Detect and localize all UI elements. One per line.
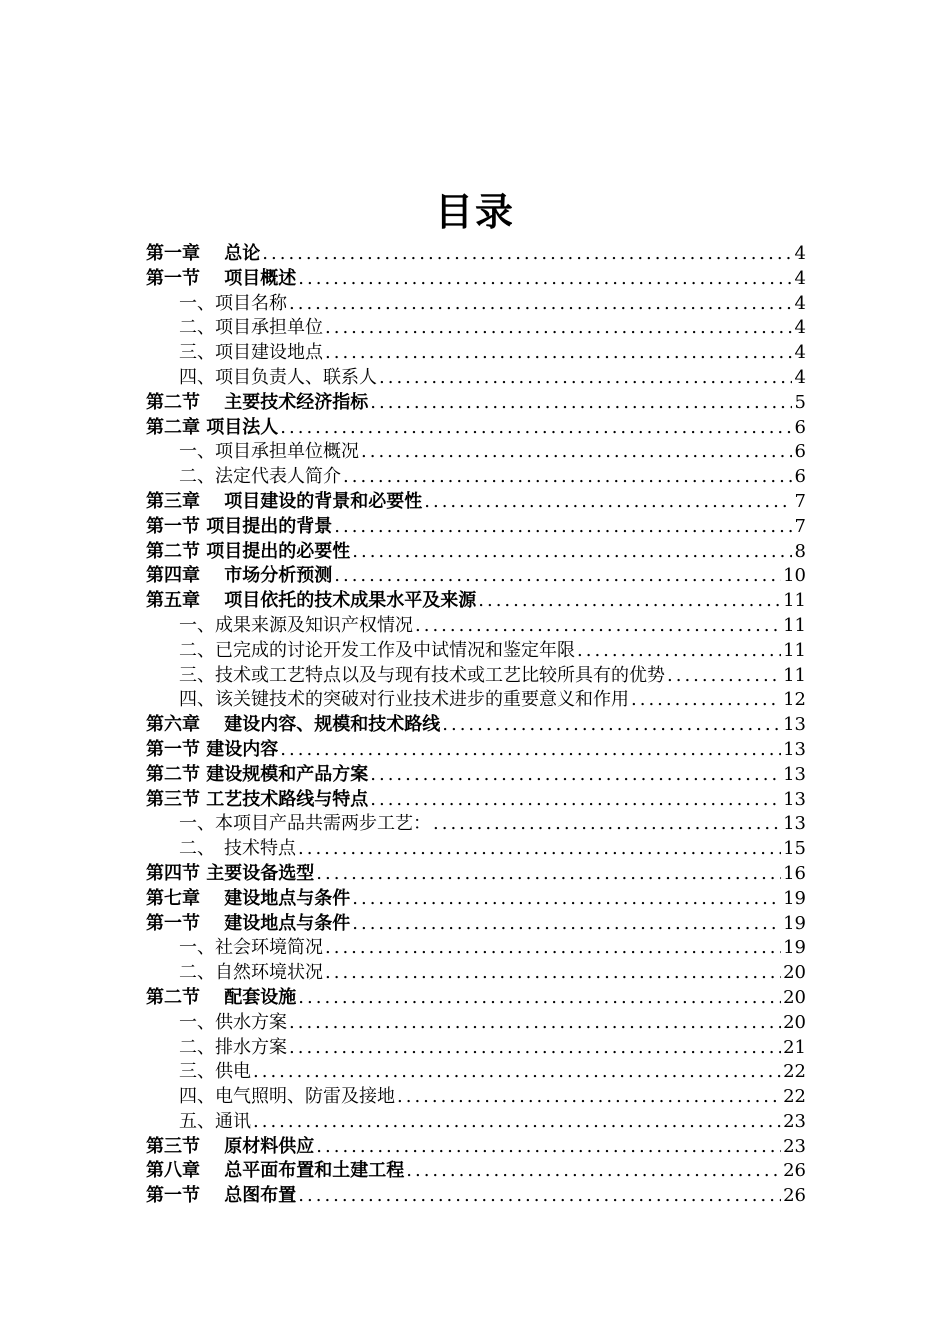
toc-heading-entry[interactable]: [146, 540, 806, 565]
toc-subentry[interactable]: [146, 440, 806, 465]
toc-entry-label: 三、项目建设地点: [179, 342, 323, 364]
toc-page-number: 4: [794, 292, 806, 314]
toc-entry-label: 三、技术或工艺特点以及与现有技术或工艺比较所具有的优势: [179, 664, 665, 686]
toc-page-number: 13: [783, 714, 806, 736]
toc-subentry[interactable]: [146, 664, 806, 689]
toc-page-number: 10: [783, 565, 806, 587]
toc-dot-leader: [325, 341, 792, 366]
toc-heading-entry[interactable]: [146, 738, 806, 763]
toc-page-number: 19: [783, 912, 806, 934]
toc-dot-leader: [352, 540, 792, 565]
toc-page-number: 4: [794, 243, 806, 264]
toc-page-number: 20: [783, 986, 806, 1008]
toc-entry-label: 一、成果来源及知识产权情况: [179, 614, 413, 636]
toc-entry-label: 第二节 主要技术经济指标: [146, 391, 369, 413]
toc-page-number: 20: [783, 1011, 806, 1033]
toc-dot-leader: [298, 837, 781, 862]
toc-heading-entry[interactable]: [146, 763, 806, 788]
toc-entry-label: 二、自然环境状况: [179, 962, 323, 984]
toc-dot-leader: [298, 986, 781, 1011]
toc-dot-leader: [379, 366, 792, 391]
toc-heading-entry[interactable]: [146, 912, 806, 937]
toc-entry-label: 五、通讯: [179, 1110, 251, 1132]
toc-entry-label: 四、该关键技术的突破对行业技术进步的重要意义和作用: [179, 689, 629, 711]
toc-entry-label: 第四节 主要设备选型: [146, 862, 315, 884]
toc-dot-leader: [316, 862, 781, 887]
toc-page-number: 7: [794, 490, 806, 512]
toc-entry-label: 三、供电: [179, 1061, 251, 1083]
toc-heading-entry[interactable]: [146, 1184, 806, 1209]
toc-page-number: 4: [794, 342, 806, 364]
toc-heading-entry[interactable]: [146, 242, 806, 267]
toc-page-number: 21: [783, 1036, 806, 1058]
toc-heading-entry[interactable]: [146, 788, 806, 813]
toc-dot-leader: [433, 812, 781, 837]
toc-page-number: 11: [783, 664, 806, 686]
toc-page-number: 11: [783, 590, 806, 612]
toc-subentry[interactable]: [146, 465, 806, 490]
toc-subentry[interactable]: [146, 688, 806, 713]
toc-subentry[interactable]: [146, 1085, 806, 1110]
toc-page-number: 19: [783, 887, 806, 909]
toc-entry-label: 第一章 总论: [146, 243, 261, 264]
toc-heading-entry[interactable]: [146, 490, 806, 515]
toc-dot-leader: [262, 242, 792, 267]
toc-heading-entry[interactable]: [146, 564, 806, 589]
toc-subentry[interactable]: [146, 1036, 806, 1061]
toc-entry-label: 四、电气照明、防雷及接地: [179, 1086, 395, 1108]
toc-dot-leader: [280, 416, 792, 441]
toc-page-number: 12: [783, 689, 806, 711]
toc-subentry[interactable]: [146, 961, 806, 986]
toc-dot-leader: [325, 936, 781, 961]
toc-page-number: 26: [783, 1160, 806, 1182]
toc-entry-label: 第三节 工艺技术路线与特点: [146, 788, 369, 810]
toc-subentry[interactable]: [146, 1060, 806, 1085]
toc-subentry[interactable]: [146, 1110, 806, 1135]
toc-entry-label: 第一节 建设内容: [146, 738, 279, 760]
toc-page-number: 11: [783, 639, 806, 661]
toc-heading-entry[interactable]: [146, 862, 806, 887]
toc-subentry[interactable]: [146, 341, 806, 366]
toc-subentry[interactable]: [146, 316, 806, 341]
toc-subentry[interactable]: [146, 1011, 806, 1036]
toc-dot-leader: [289, 1036, 781, 1061]
toc-heading-entry[interactable]: [146, 986, 806, 1011]
toc-entry-label: 一、供水方案: [179, 1011, 287, 1033]
toc-dot-leader: [352, 912, 781, 937]
toc-entry-label: 二、已完成的讨论开发工作及中试情况和鉴定年限: [179, 639, 575, 661]
toc-page-number: 13: [783, 738, 806, 760]
toc-entry-label: 第一节 项目概述: [146, 267, 297, 289]
toc-dot-leader: [352, 887, 781, 912]
toc-entry-label: 第三章 项目建设的背景和必要性: [146, 490, 423, 512]
toc-page-number: 13: [783, 788, 806, 810]
toc-page-number: 4: [794, 366, 806, 388]
toc-dot-leader: [289, 292, 792, 317]
toc-dot-leader: [415, 614, 781, 639]
toc-entry-label: 第一节 总图布置: [146, 1185, 297, 1207]
toc-entry-label: 第七章 建设地点与条件: [146, 887, 351, 909]
toc-dot-leader: [577, 639, 781, 664]
toc-entry-label: 第三节 原材料供应: [146, 1135, 315, 1157]
toc-page-number: 23: [783, 1135, 806, 1157]
toc-dot-leader: [253, 1060, 781, 1085]
toc-dot-leader: [280, 738, 781, 763]
toc-page-number: 15: [783, 838, 806, 860]
toc-page-number: 22: [783, 1086, 806, 1108]
toc-dot-leader: [325, 961, 781, 986]
toc-subentry[interactable]: [146, 936, 806, 961]
toc-entry-label: 第五章 项目依托的技术成果水平及来源: [146, 590, 477, 612]
toc-subentry[interactable]: [146, 812, 806, 837]
toc-dot-leader: [334, 515, 792, 540]
toc-heading-entry[interactable]: [146, 1159, 806, 1184]
toc-entry-label: 二、项目承担单位: [179, 317, 323, 339]
toc-dot-leader: [316, 1135, 781, 1160]
toc-dot-leader: [442, 713, 781, 738]
toc-dot-leader: [334, 564, 781, 589]
toc-subentry[interactable]: [146, 366, 806, 391]
toc-subentry[interactable]: [146, 837, 806, 862]
toc-heading-entry[interactable]: [146, 887, 806, 912]
toc-entry-label: 二、 技术特点: [179, 838, 296, 860]
toc-page-number: 22: [783, 1061, 806, 1083]
toc-page-number: 6: [794, 466, 806, 488]
toc-heading-entry[interactable]: [146, 416, 806, 441]
toc-entry-label: 第二节 配套设施: [146, 986, 297, 1008]
toc-entry-label: 第二章 项目法人: [146, 416, 279, 438]
toc-entry-label: 一、本项目产品共需两步工艺：: [179, 813, 431, 835]
toc-dot-leader: [406, 1159, 781, 1184]
toc-page-number: 6: [794, 441, 806, 463]
toc-heading-entry[interactable]: [146, 391, 806, 416]
toc-dot-leader: [424, 490, 792, 515]
toc-page-number: 26: [783, 1185, 806, 1207]
toc-dot-leader: [370, 391, 792, 416]
toc-entry-label: 第二节 项目提出的必要性: [146, 540, 351, 562]
toc-dot-leader: [298, 267, 792, 292]
toc-page-number: 4: [794, 317, 806, 339]
toc-dot-leader: [370, 788, 781, 813]
toc-heading-entry[interactable]: [146, 1135, 806, 1160]
toc-dot-leader: [253, 1110, 781, 1135]
toc-dot-leader: [478, 589, 781, 614]
toc-page-number: 7: [794, 515, 806, 537]
toc-entry-label: 一、项目名称: [179, 292, 287, 314]
table-of-contents: [146, 242, 806, 1209]
toc-dot-leader: [289, 1011, 781, 1036]
toc-page-number: 5: [794, 391, 806, 413]
toc-heading-entry[interactable]: [146, 713, 806, 738]
toc-page-number: 4: [794, 267, 806, 289]
toc-entry-label: 第一节 建设地点与条件: [146, 912, 351, 934]
toc-page-number: 19: [783, 937, 806, 959]
toc-dot-leader: [631, 688, 781, 713]
toc-page-number: 16: [783, 862, 806, 884]
toc-page-number: 23: [783, 1110, 806, 1132]
toc-subentry[interactable]: [146, 614, 806, 639]
toc-entry-label: 第六章 建设内容、规模和技术路线: [146, 714, 441, 736]
toc-entry-label: 一、项目承担单位概况: [179, 441, 359, 463]
toc-page-number: 13: [783, 763, 806, 785]
toc-dot-leader: [397, 1085, 781, 1110]
toc-dot-leader: [370, 763, 781, 788]
toc-heading-entry[interactable]: [146, 515, 806, 540]
toc-page-number: 8: [794, 540, 806, 562]
toc-entry-label: 二、排水方案: [179, 1036, 287, 1058]
toc-dot-leader: [343, 465, 792, 490]
toc-subentry[interactable]: [146, 639, 806, 664]
toc-entry-label: 一、社会环境简况: [179, 937, 323, 959]
toc-entry-label: 四、项目负责人、联系人: [179, 366, 377, 388]
toc-page-number: 20: [783, 962, 806, 984]
toc-entry-label: 二、法定代表人简介: [179, 466, 341, 488]
toc-entry-label: 第二节 建设规模和产品方案: [146, 763, 369, 785]
toc-page-number: 11: [783, 614, 806, 636]
toc-heading-entry[interactable]: [146, 267, 806, 292]
toc-dot-leader: [298, 1184, 781, 1209]
toc-heading-entry[interactable]: [146, 589, 806, 614]
toc-subentry[interactable]: [146, 292, 806, 317]
toc-entry-label: 第四章 市场分析预测: [146, 565, 333, 587]
page-title: 目录: [434, 190, 515, 234]
toc-entry-label: 第一节 项目提出的背景: [146, 515, 333, 537]
toc-dot-leader: [667, 664, 781, 689]
toc-entry-label: 第八章 总平面布置和土建工程: [146, 1160, 405, 1182]
toc-dot-leader: [325, 316, 792, 341]
toc-page-number: 13: [783, 813, 806, 835]
toc-page-number: 6: [794, 416, 806, 438]
toc-dot-leader: [361, 440, 792, 465]
